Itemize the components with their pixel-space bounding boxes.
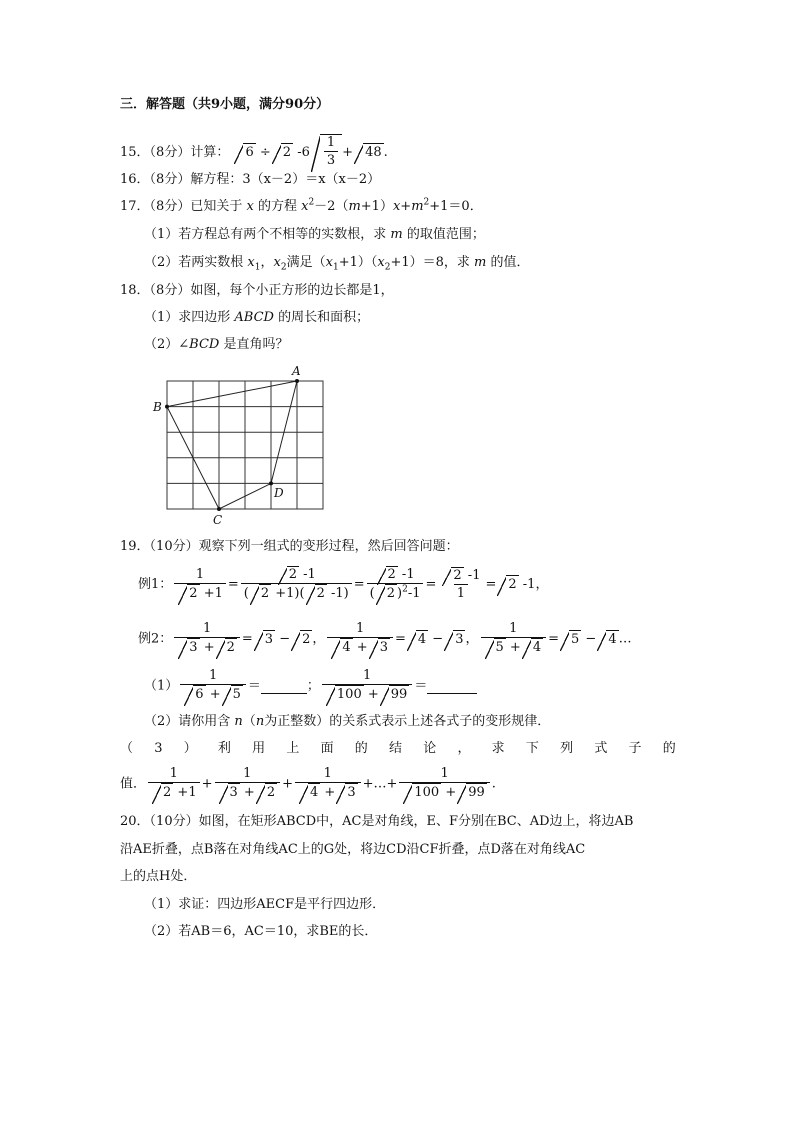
q18-score: （8分） bbox=[149, 283, 191, 298]
q15-text: 计算： bbox=[190, 145, 230, 160]
q17-part-2: （2）若两实数根 $x_1$，$x_2$满足$(x_1+1)(x_2+1)=8$，求 m 的值． bbox=[144, 255, 530, 273]
q17-score: （8分） bbox=[149, 199, 191, 214]
q20-line-1: 如图，在矩形ABCD中，AC是对角线，E、F分别在BC、AD边上，将边AB bbox=[198, 814, 634, 829]
grid-lines bbox=[167, 381, 323, 509]
q20-number: 20． bbox=[120, 814, 150, 829]
question-19 bbox=[120, 538, 459, 556]
label-a: A bbox=[292, 364, 301, 378]
q20-line-3: 上的点H处． bbox=[120, 869, 197, 884]
q17-number: 17． bbox=[120, 199, 150, 214]
q19-part-3-expression: 值． $\frac{1}{2 +1}$ + $\frac{1}{3 + 2}$ + $\frac{1}{4 + 3}$ +…+ $\frac{1}{100 + 99}$ . bbox=[120, 766, 496, 800]
q18-grid-figure bbox=[150, 364, 335, 530]
section-title: 三．解答题（共9小题，满分90分） bbox=[120, 97, 330, 112]
q18-number: 18． bbox=[120, 283, 150, 298]
q17-part-1: （1）若方程总有两个不相等的实数根，求 m 的取值范围； bbox=[144, 227, 485, 242]
q19-example-1: 例1： $\frac{1}{2 +1}$ = $\frac{2 -1}{( 2 +1)( 2 -1)}$ = $\frac{2 -1}{( 2 )^2-1}$ = $\frac{2 -1}{1}$ = 2 -1， bbox=[138, 566, 549, 601]
q19-text: 观察下列一组式的变形过程，然后回答问题： bbox=[198, 539, 459, 554]
question-18 bbox=[120, 282, 394, 300]
question-20 bbox=[120, 813, 634, 831]
q20-score: （10分） bbox=[149, 814, 199, 829]
q15-expression: 6 ÷ 2 -6 $\frac{1}{3}$ + 48 . bbox=[233, 145, 387, 160]
q20-part-2: （2）若AB＝6，AC＝10，求BE的长． bbox=[144, 924, 378, 939]
label-c: C bbox=[213, 513, 223, 527]
q20-part-1: （1）求证：四边形AECF是平行四边形． bbox=[144, 897, 386, 912]
question-15 bbox=[120, 134, 388, 170]
q18-part-2: （2）∠BCD 是直角吗？ bbox=[144, 337, 289, 352]
q16-text: 解方程：3（x－2）＝x（x－2） bbox=[190, 172, 381, 187]
q15-number: 15． bbox=[120, 145, 150, 160]
q18-text: 如图，每个小正方形的边长都是1， bbox=[190, 283, 394, 298]
answer-blank-1[interactable] bbox=[261, 679, 307, 694]
q15-score: （8分） bbox=[149, 145, 191, 160]
q19-part-1: （1） $\frac{1}{6 + 5}$ ＝ ； $\frac{1}{100 + 99}$ ＝ bbox=[144, 668, 477, 704]
q19-part-2: （2）请你用含 n（n为正整数）的关系式表示上述各式子的变形规律． bbox=[144, 714, 551, 729]
point-c bbox=[217, 507, 221, 511]
point-b bbox=[165, 405, 169, 409]
q18-part-1: （1）求四边形 ABCD 的周长和面积； bbox=[144, 310, 370, 325]
q20-line-2: 沿AE折叠，点B落在对角线AC上的G处，将边CD沿CF折叠，点D落在对角线AC bbox=[120, 842, 586, 857]
q17-text: 已知关于 bbox=[190, 199, 243, 214]
q19-score: （10分） bbox=[149, 539, 199, 554]
label-b: B bbox=[153, 400, 162, 414]
answer-blank-2[interactable] bbox=[427, 679, 477, 694]
q19-part-3: （ 3 ） 利 用 上 面 的 结 论 ， 求 下 列 式 子 的 bbox=[120, 741, 676, 756]
q16-number: 16． bbox=[120, 172, 150, 187]
label-d: D bbox=[274, 486, 284, 500]
question-16 bbox=[120, 171, 380, 189]
q16-score: （8分） bbox=[149, 172, 191, 187]
q19-number: 19． bbox=[120, 539, 150, 554]
point-d bbox=[269, 481, 273, 485]
point-a bbox=[295, 379, 299, 383]
q19-example-2: 例2： $\frac{1}{3 + 2}$ = 3 − 2 ， $\frac{1}{4 + 3}$ = 4 − 3 ， $\frac{1}{5 + 4}$ = 5 − 4 … bbox=[138, 621, 632, 655]
question-17: 17．（8分）已知关于 x 的方程 $x^2-2(m+1)x+m^2+1=0$． bbox=[120, 197, 483, 214]
